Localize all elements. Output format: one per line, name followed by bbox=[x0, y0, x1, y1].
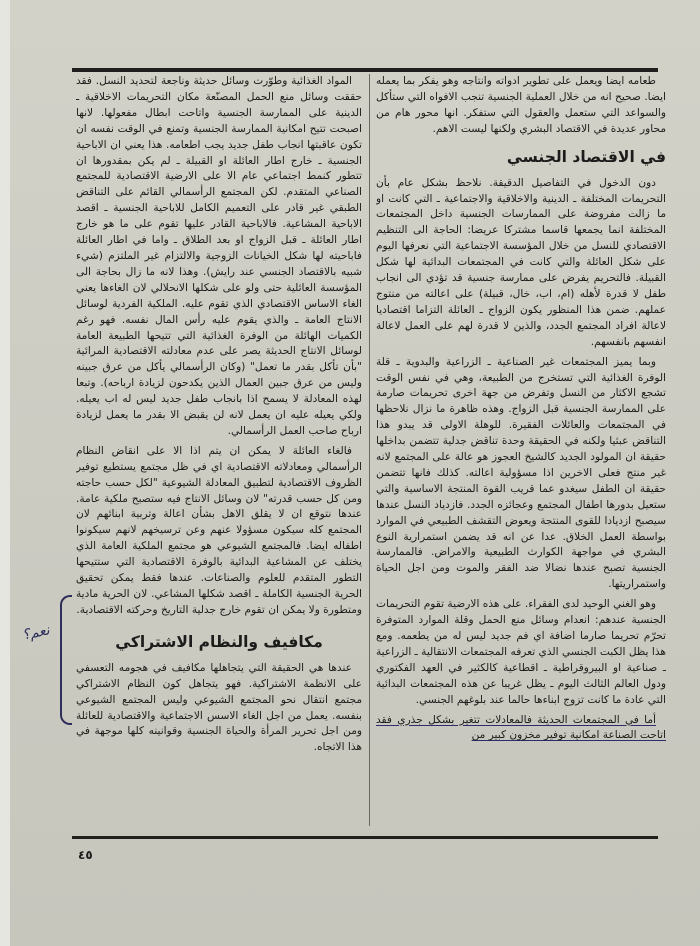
section-heading-sexual-economy: في الاقتصاد الجنسي bbox=[506, 147, 666, 166]
column-divider bbox=[369, 74, 370, 826]
right-paragraph-3: وهو الغني الوحيد لدى الفقراء. على هذه الارضية تقوم التحريمات الجنسية عندهم: انعدام وسائل منع الحمل وقلة الموارد المتوفرة تحرّم تحريما صارما اضافة اي فم جديد ليس له من يطعمه. ومع هذا يظل الكبت الجنسي الذي تعرفه المجتمعات الانتقالية ـ الزراعية ـ صناعية او البيروقراطية ـ اقطاعية كالكثير في العهد الفكتوري ودول العالم الثالث اليوم ـ يظل غريبا عن هذه المجتمعات البدائية التي عادة ما كانت تزوج ابناءها حالما عند بلوغهم الجنسي. bbox=[376, 598, 666, 706]
bottom-rule bbox=[72, 836, 658, 839]
margin-note-text: نعم؟ bbox=[20, 622, 52, 644]
top-rule bbox=[72, 68, 658, 72]
right-paragraph-2: وبما يميز المجتمعات غير الصناعية ـ الزراعية والبدوية ـ قلة الوفرة الغذائية التي تستخرج من الطبيعة، وهي في نفس الوقت تشجع الاكثار من النسل وتفرض من جهة اخرى تحريمات صارمة على الممارسة الجنسية قبل الزواج. وهذه ظاهرة ما نزال نلاحظها في المجتمعات والعائلات الفقيرة. للوهلة الاولى قد يبدو هذا التناقض عبثيا ولكنه في الحقيقة وحدة تناقض جدلية تتضمن بداخلها حقيقة ان المولود الجديد كالشيخ العجوز هو عالة على المجتمع لانه غير منتج فعلى الاخرين اذا مسؤولية اعالته. كذلك فانها تتضمن حقيقة ان الطفل سيغدو عما قريب القوة المنتجة الاساسية والتي ستعيل بدورها اطفال المجتمع وعجائزه الجدد. فازدياد النسل عندها سيصبح ازديادا للقوى المنتجة ويعوض التقشف الطبيعي في الموارد بواسطة العمل الخلاق. عدا عن انه قد يضمن استمرارية النوع البشري في مواجهة الكوارث الطبيعية والامراض. فالممارسة الجنسية تصبح عندها نضالا ضد الفقر والموت ومن اجل الحياة واستمراريتها. bbox=[376, 355, 666, 591]
left-paragraph-2: فالغاء العائلة لا يمكن ان يتم اذا الا على انقاض النظام الرأسمالي ومعادلاته الاقتصادية اي في ظل مجتمع يستطيع توفير الظروف الاقتصادية لتطبيق المعادلة الشيوعية "لكل حسب حاجته ومن كل حسب قدرته" لان وسائل الانتاج فيه ستصبح ملكية عامة. عندها نتوقع ان لا يقلق الاهل بشأن اعالة وتربية ابنائهم لان المجتمع كله سيكون مسؤولا عنهم وعن ترسيخهم لانهم سيكونوا اطفاله ايضا. فالمجتمع الشيوعي هو مجتمع الملكية العامة الذي يختلف عن المشاعية البدائية بالوفرة الاقتصادية التي ستتيحها التطور المتقدم للعلوم والصناعات. عندها فقط يمكن تحقيق الحرية الجنسية الكاملة ـ اقصد شكلها المشاعي. لان الحرية مادية ومتطورة ولا يمكن ان تقوم خارج جدلية التاريخ وحركته الاقتصادية. bbox=[76, 444, 362, 616]
left-closing-paragraph: عندها هي الحقيقة التي يتجاهلها مكافيف في هجومه التعسفي على الانظمة الاشتراكية. فهو يتجاهل كون النظام الاشتراكي مجتمع انتقال نحو المجتمع الشيوعي وليس المجتمع الشيوعي بنفسه. يعمل من اجل الغاء الاسس الاجتماعية والاقتصادية للعائلة ومن اجل تحرير المرأة والحياة الجنسية وقوانينه كلها موجهة في هذا الاتجاه. bbox=[76, 661, 362, 754]
right-intro-paragraph: طعامه ايضا ويعمل على تطوير ادواته وانتاجه وهو يفكر بما يعمله ايضا. صحيح انه من خلال العملية الجنسية تنجب الافواه التي ستأكل والسواعد التي ستعمل والعقول التي ستفكر. انها محور هام من محاور عديدة في الاقتصاد البشري ولكنها ليست الاهم. bbox=[376, 75, 666, 135]
right-paragraph-1: دون الدخول في التفاصيل الدقيقة. نلاحظ بشكل عام بأن التحريمات المختلفة ـ الدينية والاخلاقية والاجتماعية ـ التي كانت او ما زالت مفروضة على الممارسات الجنسية داخل المجتمعات المختلفة انما يجمعها قاسما مشتركا عريضا: الحاجة الى التنظيم الاقتصادي للنسل من خلال المؤسسة الاجتماعية التي نعرفها اليوم على شكل العائلة والتي كانت في المجتمعات البدائية لها شكل القبيلة. فالتحريم يفرض على ممارسة جنسية قد تؤدي الى انجاب طفل لا قدرة لأهله (ام، اب، خال، قبيلة) على اعالته من منتوج عملهم. ضمن هذا المنظور يكون الزواج ـ العائلة التزاما اقتصاديا لاعالة افراد المجتمع الجدد، والذين لا قدرة لهم على العمل لاعالة انفسهم بانفسهم. bbox=[376, 176, 666, 348]
left-paragraph-1: المواد الغذائية وطوّرت وسائل حديثة وناجعة لتحديد النسل. فقد حققت وسائل منع الحمل المصنّعة مكان التحريمات الاخلاقية ـ الدينية على الممارسة الجنسية واتاحت ابطال مفعولها. لانها اصبحت تتيح امكانية الممارسة الجنسية وتمنع في الوقت نفسه ان تكون عاقبتها انجاب طفل جديد يجب اطعامه. هذا يعني ان الاباحية الجنسية ـ خارج اطار العائلة او القبيلة ـ لم يكن بمقدورها ان تتطور كنمط اجتماعي عام الا على الارضية الاقتصادية للمجتمع الصناعي المتقدم. لكن المجتمع الرأسمالي القائم على التناقض الطبقي غير قادر على التعميم الكامل للاباحية الجنسية ـ اقصد الاباحية المشاعية. فالاباحية القادر عليها تقوم على ما هو خارج اطار العائلة ـ قبل الزواج او بعد الطلاق ـ واما في اطار العائلة فاباحيته لها شكل الخيانات الزوجية والالتزام غير الملتزم (شيء شبيه بالاقتصاد الجنسي عند رايش). وهذا لانه ما زال بحاجة الى المؤسسة العائلية حتى ولو على شكلها الانحلالي لان الغاءها يعني الغاء الاساس الاقتصادي الذي تقوم عليه. الملكية الفردية لوسائل الانتاج العامة ـ والذي يقوم عليه رأس المال نفسه. فهو رغم الكميات الهائلة من الوفرة الغذائية التي تتيحها الطبيعة العامة لوسائل الانتاج الحديثة يصر على عدم معادلته الاقتصادية المرائية "بأن تأكل بقدر ما تعمل" (وكان الرأسمالي يأكل من عرق جبينه وليس من عرق جبين العمال الذين يكدحون لزيادة ارباحه). وتبعا لهذه المعادلة لا يسمح اذا بانجاب طفل جديد ليس له اب يعيله. ولكي يعيله عليه ان يعمل لانه لن يقبض الا بقدر ما يعمل لزيادة ارباح صاحب العمل الرأسمالي. bbox=[76, 75, 362, 437]
right-column bbox=[376, 74, 666, 829]
section-heading-makafif: مكافيف والنظام الاشتراكي bbox=[115, 632, 323, 651]
right-paragraph-4: أما في المجتمعات الحديثة فالمعادلات تتغير بشكل جذري فقد اتاحت الصناعة امكانية توفير مخزون كبير من bbox=[376, 713, 666, 742]
handwritten-margin-note bbox=[16, 624, 56, 694]
page-number: ٤٥ bbox=[78, 848, 93, 862]
handwritten-bracket bbox=[60, 595, 72, 725]
left-column bbox=[76, 74, 362, 829]
